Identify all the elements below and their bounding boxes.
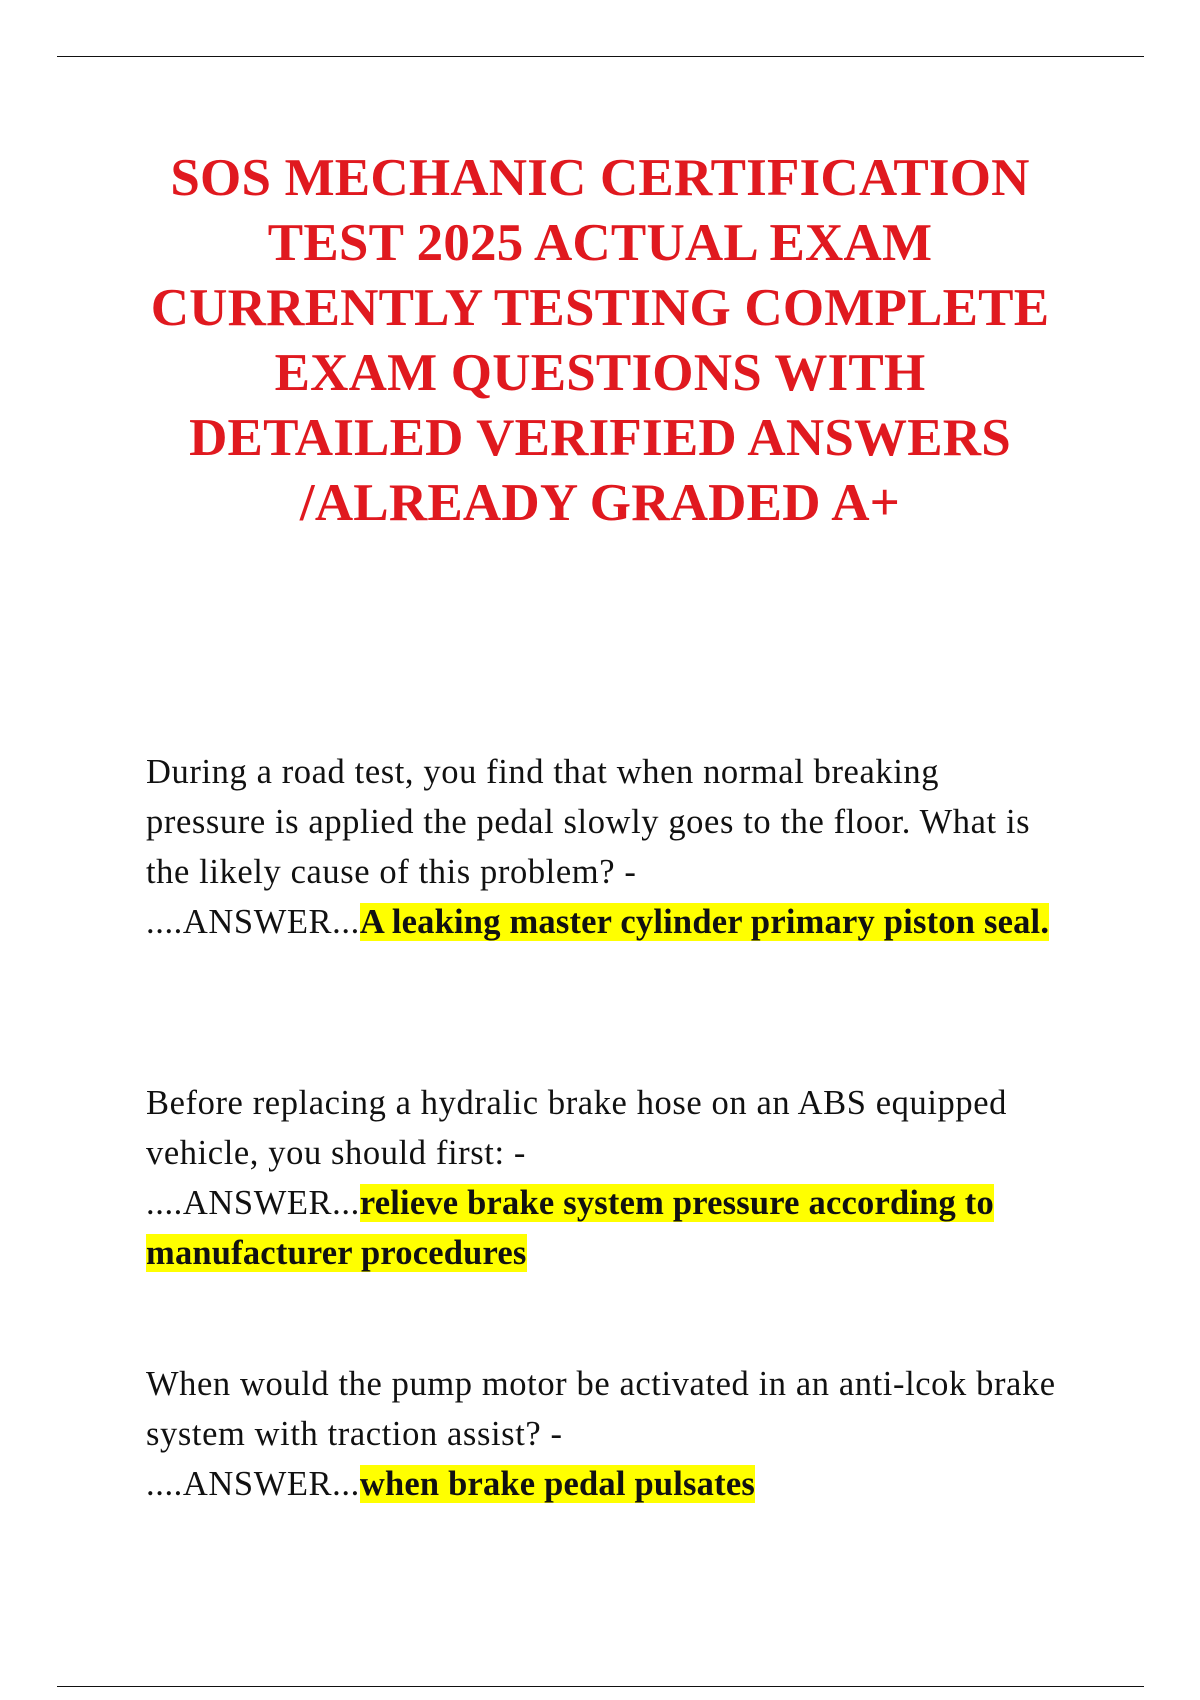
document-title: SOS MECHANIC CERTIFICATION TEST 2025 ACTUAL EXAM CURRENTLY TESTING COMPLETE EXAM QUESTIONS WITH DETAILED VERIFIED ANSWERS /ALREADY GRADED A+: [150, 149, 1050, 532]
top-rule: [57, 56, 1144, 57]
question-text: When would the pump motor be activated in an anti-lcok brake system with traction assist? -: [146, 1365, 1056, 1453]
question-text: During a road test, you find that when normal breaking pressure is applied the pedal slowly goes to the floor. What is the likely cause of this problem? -: [146, 753, 1031, 891]
qa-item-1: [146, 747, 1066, 947]
answer-highlight: when brake pedal pulsates: [359, 1465, 755, 1503]
qa-item-3: [146, 1359, 1066, 1509]
qa-item-2: [146, 1078, 1066, 1278]
bottom-rule: [57, 1686, 1144, 1687]
answer-marker: ....ANSWER...: [146, 1184, 360, 1222]
answer-marker: ....ANSWER...: [146, 1465, 360, 1503]
answer-highlight: A leaking master cylinder primary piston seal.: [359, 903, 1050, 941]
question-text: Before replacing a hydralic brake hose on an ABS equipped vehicle, you should first: -: [146, 1084, 1007, 1172]
answer-highlight: relieve brake system pressure according to manufacturer procedures: [146, 1184, 994, 1272]
answer-marker: ....ANSWER...: [146, 903, 360, 941]
